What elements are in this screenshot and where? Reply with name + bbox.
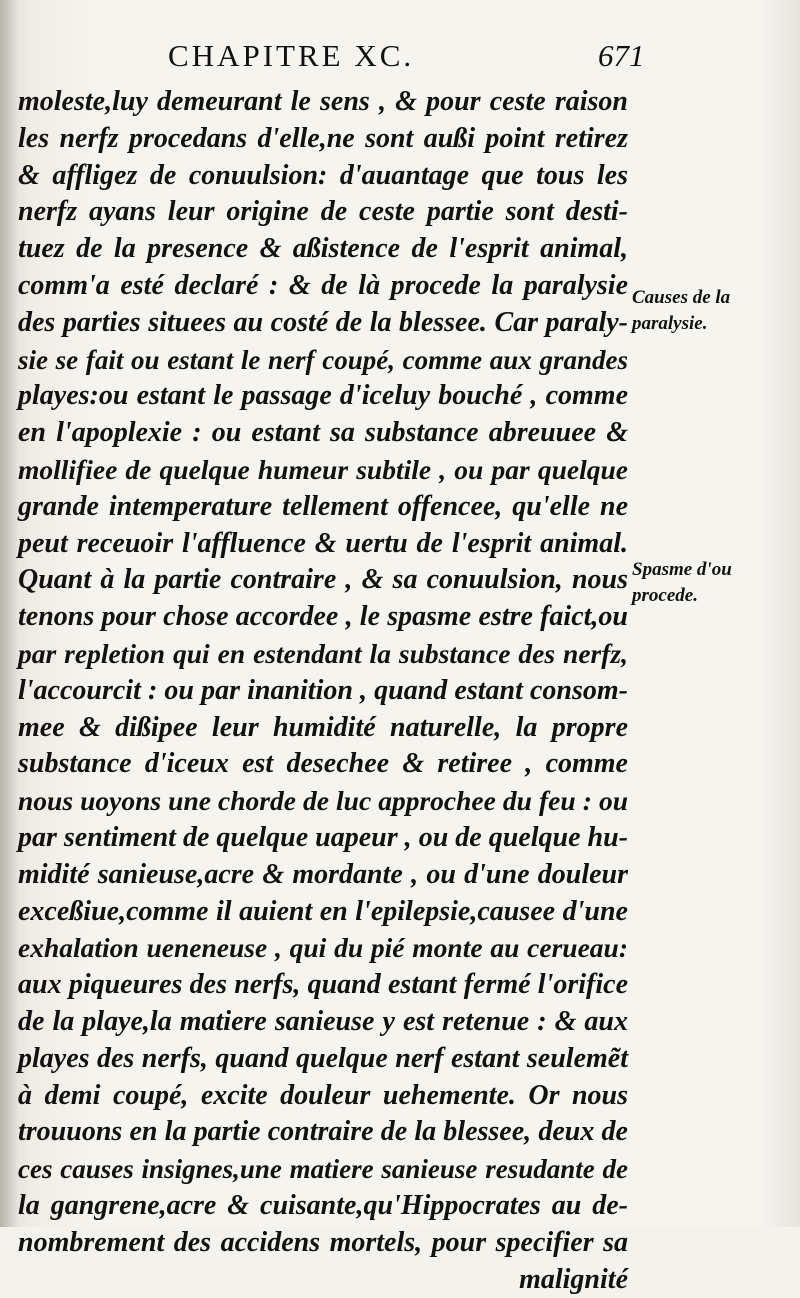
text-line: trouuons en la partie contraire de la blessee, deux de — [18, 1114, 628, 1151]
page-number: 671 — [598, 38, 645, 74]
text-line: & affligez de conuulsion: d'auantage que tous les — [18, 158, 628, 195]
margin-note-spasme — [632, 557, 792, 609]
text-line: par repletion qui en estendant la substance des nerfz, — [18, 636, 628, 673]
margin-note-line: paralysie. — [632, 311, 792, 337]
margin-note-line: Spasme d'ou — [632, 557, 792, 583]
running-title: CHAPITRE XC. — [168, 38, 414, 74]
text-line: nerfz ayans leur origine de ceste partie sont desti- — [18, 194, 628, 231]
margin-note-causes-paralysie — [632, 285, 792, 337]
text-line: malignité — [18, 1262, 628, 1298]
margin-note-line: Causes de la — [632, 285, 792, 311]
text-line: l'accourcit : ou par inanition , quand estant consom- — [18, 673, 628, 710]
text-line: la gangrene,acre & cuisante,qu'Hippocrates au de- — [18, 1188, 628, 1225]
text-line: Quant à la partie contraire , & sa conuulsion, nous — [18, 562, 628, 599]
text-line: exceßiue,comme il auient en l'epilepsie,causee d'une — [18, 894, 628, 931]
text-line: ces causes insignes,une matiere sanieuse resudante de — [18, 1151, 628, 1188]
text-line: comm'a esté declaré : & de là procede la paralysie — [18, 268, 628, 305]
gutter-shadow — [0, 0, 18, 1227]
text-line: tuez de la presence & aßistence de l'esprit animal, — [18, 231, 628, 268]
text-line: playes:ou estant le passage d'iceluy bouché , comme — [18, 378, 628, 415]
text-line: tenons pour chose accordee , le spasme estre faict,ou — [18, 599, 628, 636]
text-line: grande intemperature tellement offencee, qu'elle ne — [18, 489, 628, 526]
text-line: de la playe,la matiere sanieuse y est retenue : & aux — [18, 1004, 628, 1041]
text-line: playes des nerfs, quand quelque nerf estant seulemẽt — [18, 1041, 628, 1078]
page-header — [0, 30, 800, 80]
margin-note-line: procede. — [632, 583, 792, 609]
text-line: midité sanieuse,acre & mordante , ou d'une douleur — [18, 857, 628, 894]
text-line: mollifiee de quelque humeur subtile , ou par quelque — [18, 452, 628, 489]
text-line: moleste,luy demeurant le sens , & pour ceste raison — [18, 84, 628, 121]
text-line: mee & dißipee leur humidité naturelle, la propre — [18, 710, 628, 747]
text-line: en l'apoplexie : ou estant sa substance abreuuee & — [18, 415, 628, 452]
text-line: aux piqueures des nerfs, quand estant fermé l'orifice — [18, 967, 628, 1004]
text-line: nombrement des accidens mortels, pour specifier sa — [18, 1225, 628, 1262]
text-line: à demi coupé, excite douleur uehemente. Or nous — [18, 1078, 628, 1115]
text-line: par sentiment de quelque uapeur , ou de quelque hu- — [18, 820, 628, 857]
text-line: substance d'iceux est desechee & retiree , comme — [18, 746, 628, 783]
text-line: exhalation ueneneuse , qui du pié monte au cerueau: — [18, 930, 628, 967]
text-line: des parties situees au costé de la blessee. Car paraly- — [18, 305, 628, 342]
text-line: sie se fait ou estant le nerf coupé, comme aux grandes — [18, 342, 628, 379]
text-line: nous uoyons une chorde de luc approchee du feu : ou — [18, 783, 628, 820]
body-text — [18, 84, 628, 1298]
text-line: peut receuoir l'affluence & uertu de l'esprit animal. — [18, 526, 628, 563]
text-line: les nerfz procedans d'elle,ne sont außi point retirez — [18, 121, 628, 158]
